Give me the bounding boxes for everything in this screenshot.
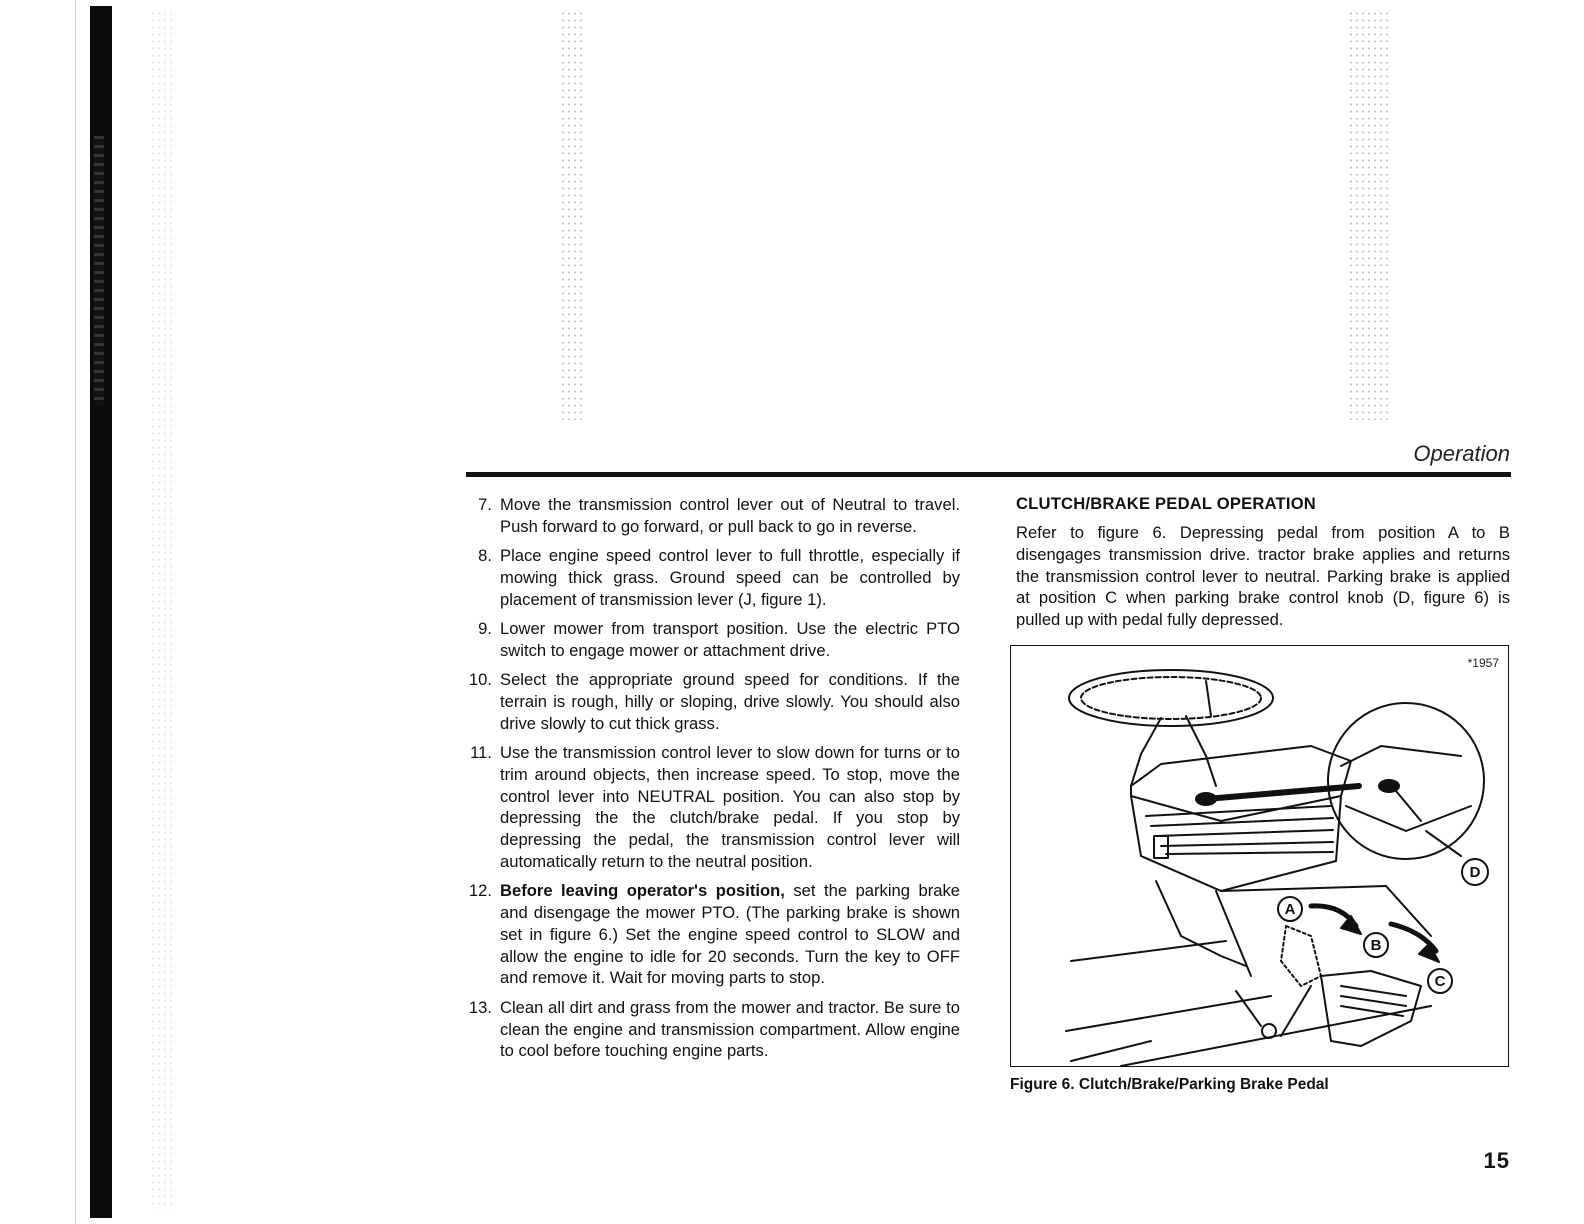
step-text: Lower mower from transport position. Use the electric PTO switch to engage mower or attachment drive. bbox=[500, 618, 960, 660]
step-number: 8. bbox=[478, 546, 492, 566]
page-number: 15 bbox=[1483, 1148, 1510, 1173]
step-item bbox=[466, 545, 960, 610]
label-a: A bbox=[1284, 900, 1296, 918]
scan-speckle-top-1 bbox=[560, 10, 586, 420]
step-number: 13. bbox=[468, 997, 492, 1017]
step-text: Use the transmission control lever to slow down for turns or to trim around objects, then increase speed. To stop, move the control lever into NEUTRAL position. You can also stop by depressing the the clutch/brake pedal. If you stop by depressing the pedal, the transmission control lever will automatically return to the neutral position. bbox=[500, 742, 960, 871]
step-text: Place engine speed control lever to full throttle, especially if mowing thick grass. Ground speed can be controlled by placement of transmission lever (J, figure 1). bbox=[500, 546, 960, 609]
scan-speckle-top-2 bbox=[1348, 10, 1388, 420]
header-rule bbox=[466, 472, 1511, 477]
step-item bbox=[466, 669, 960, 734]
scan-speckle-left bbox=[150, 10, 176, 1210]
label-c-circle bbox=[1427, 968, 1453, 994]
label-a-circle bbox=[1277, 896, 1303, 922]
label-d: D bbox=[1469, 863, 1481, 881]
section-heading: CLUTCH/BRAKE PEDAL OPERATION bbox=[1016, 494, 1316, 513]
figure-code: *1957 bbox=[1467, 656, 1499, 670]
label-b: B bbox=[1370, 936, 1382, 954]
step-bold-lead: Before leaving operator's position, bbox=[500, 881, 785, 901]
step-item bbox=[466, 618, 960, 662]
clutch-brake-illustration bbox=[1011, 646, 1509, 1067]
label-d-circle bbox=[1461, 858, 1489, 886]
step-item bbox=[466, 880, 960, 989]
figure-caption: Figure 6. Clutch/Brake/Parking Brake Pedal bbox=[1010, 1076, 1329, 1093]
operation-steps bbox=[466, 494, 960, 1070]
step-text: set the parking brake and disengage the mower PTO. (The parking brake is shown set in figure 6.) Set the engine speed control to SLOW and allow the engine to idle for 20 seconds. Turn the key to OFF and remove it. Wait for moving parts to stop. bbox=[500, 881, 960, 988]
step-text: Move the transmission control lever out of Neutral to travel. Push forward to go forward, or pull back to go in reverse. bbox=[500, 495, 960, 536]
label-b-circle bbox=[1363, 932, 1389, 958]
step-number: 9. bbox=[478, 618, 492, 638]
step-number: 11. bbox=[470, 742, 492, 762]
step-number: 12. bbox=[468, 881, 492, 901]
section-title: Operation bbox=[1413, 441, 1510, 466]
scan-edge-line bbox=[75, 0, 76, 1224]
label-c: C bbox=[1434, 972, 1446, 990]
step-item bbox=[466, 997, 960, 1062]
step-number: 7. bbox=[478, 495, 492, 514]
step-item bbox=[466, 742, 960, 873]
section-text: Refer to figure 6. Depressing pedal from position A to B disengages transmission drive. tractor brake applies and returns the transmission control lever to neutral. Parking brake is applied at position C when parking brake control knob (D, figure 6) is pulled up with pedal fully depressed. bbox=[1016, 523, 1510, 630]
step-number: 10. bbox=[468, 670, 492, 690]
step-text: Select the appropriate ground speed for conditions. If the terrain is rough, hilly or sloping, drive slowly. You should also drive slowly to cut thick grass. bbox=[500, 670, 960, 733]
figure-6 bbox=[1010, 645, 1509, 1067]
step-text: Clean all dirt and grass from the mower and tractor. Be sure to clean the engine and transmission compartment. Allow engine to cool before touching engine parts. bbox=[500, 997, 960, 1061]
binding-shadow bbox=[90, 6, 112, 1218]
step-item bbox=[466, 494, 960, 538]
